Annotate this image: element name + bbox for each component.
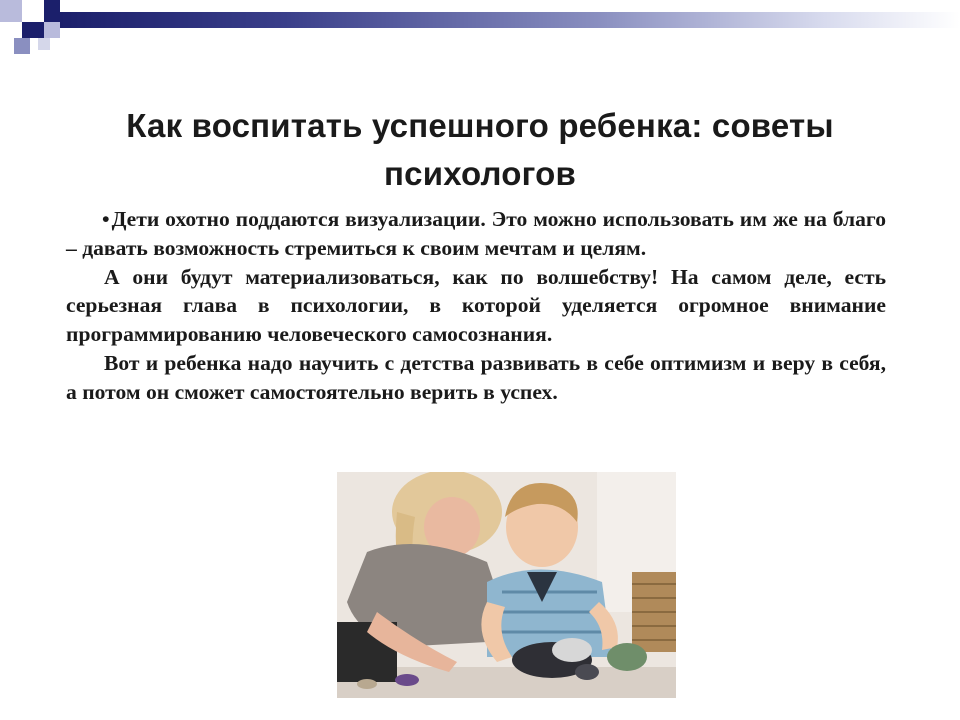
- decor-square: [22, 22, 44, 38]
- paragraph: Вот и ребенка надо научить с детства развивать в себе оптимизм и веру в себя, а потом он сможет самостоятельно верить в успех.: [66, 350, 886, 404]
- paragraph: [66, 205, 886, 263]
- paragraph: А они будут материализоваться, как по волшебству! На самом деле, есть серьезная глава в психологии, в которой уделяется огромное внимание программированию человеческого самосознания.: [66, 264, 886, 347]
- decor-square: [0, 0, 22, 22]
- decor-square: [44, 0, 60, 22]
- decor-square: [38, 38, 50, 50]
- decor-square: [44, 22, 60, 38]
- decor-square: [0, 22, 22, 38]
- slide-title: Как воспитать успешного ребенка: советы психологов: [126, 107, 834, 192]
- slide-body: [66, 205, 886, 407]
- decor-square: [14, 38, 30, 54]
- photo-illustration: [337, 472, 676, 698]
- mother-child-photo: [337, 472, 676, 698]
- paragraph-text: Дети охотно поддаются визуализации. Это можно использовать им же на благо – давать возможность стремиться к своим мечтам и целям.: [66, 207, 886, 260]
- decor-square: [22, 0, 44, 22]
- bullet-icon: •: [102, 207, 110, 231]
- header-gradient-bar: [60, 12, 960, 28]
